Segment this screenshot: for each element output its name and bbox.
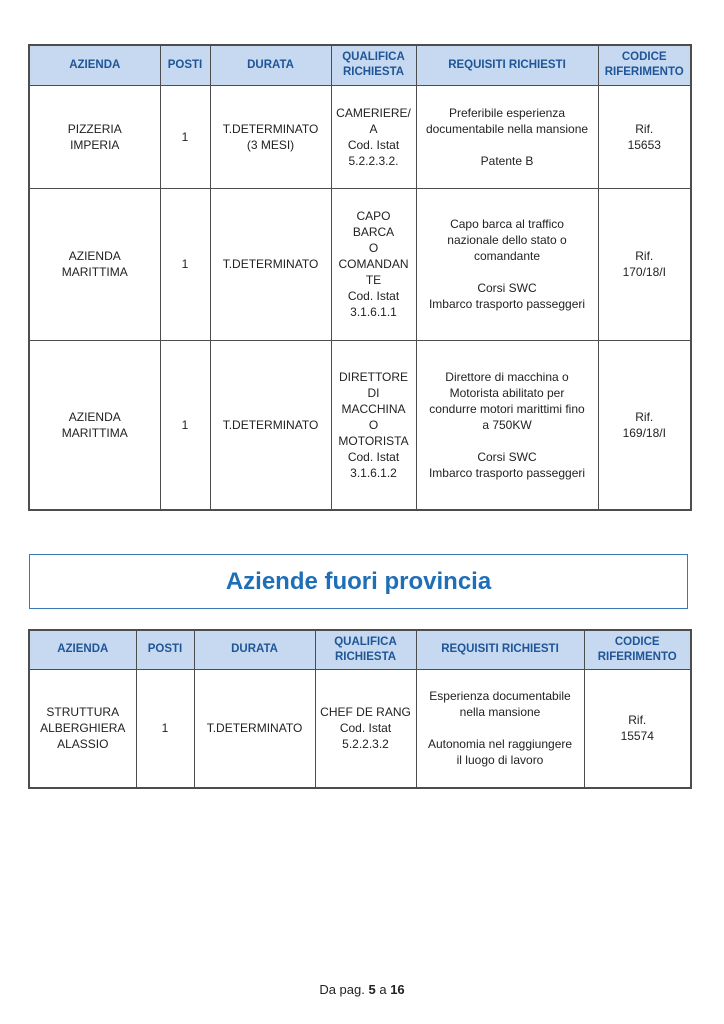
durata-cell [194, 669, 315, 788]
requisiti-line: Corsi SWC [477, 281, 537, 295]
azienda-line: PIZZERIA [67, 121, 122, 136]
qualifica-cell [331, 85, 416, 188]
azienda-line: AZIENDA [68, 409, 121, 424]
requisiti-line: Preferibile esperienza [448, 105, 566, 120]
header-codice-line1: CODICE [621, 51, 667, 64]
requisiti-line: a 750KW [482, 417, 532, 432]
requisiti-line: comandante [473, 249, 541, 263]
posti-cell: 1 [160, 188, 210, 340]
durata-line: T.DETERMINATO [222, 417, 319, 432]
qualifica-cell [315, 669, 416, 788]
header-durata: DURATA [194, 630, 315, 669]
qualifica-line: CAPO BARCA [352, 209, 395, 239]
section-banner [29, 554, 688, 609]
footer-page-number: 5 [368, 982, 376, 997]
header-azienda: AZIENDA [29, 45, 160, 85]
codice-cell [598, 340, 691, 510]
requisiti-line [420, 137, 595, 153]
requisiti-line: nazionale dello stato o [447, 233, 567, 247]
qualifica-line: 3.1.6.1.2 [350, 465, 397, 480]
header-qualifica-line1: QUALIFICA [334, 635, 397, 648]
job-table-imperia [28, 44, 692, 511]
qualifica-line: 5.2.2.3.2. [348, 153, 399, 168]
section-title: Aziende fuori provincia [225, 567, 492, 595]
requisiti-line: Esperienza documentabile [429, 689, 571, 704]
codice-line: Rif. [635, 249, 654, 263]
requisiti-line: documentabile nella mansione [425, 121, 589, 136]
azienda-cell [29, 85, 160, 188]
codice-line: Rif. [635, 409, 654, 424]
requisiti-line [420, 264, 595, 280]
durata-cell [210, 340, 331, 510]
codice-cell [584, 669, 691, 788]
requisiti-line: Capo barca al traffico [450, 217, 564, 231]
footer-separator: a [379, 982, 387, 997]
requisiti-cell [416, 188, 598, 340]
table-header-row [29, 630, 691, 669]
table-row [29, 669, 691, 788]
codice-line: Rif. [628, 713, 647, 728]
header-requisiti: REQUISITI RICHIESTI [416, 630, 584, 669]
posti-cell: 1 [160, 85, 210, 188]
qualifica-line: COMANDAN [338, 257, 409, 271]
durata-line: T.DETERMINATO [222, 257, 319, 271]
requisiti-line: Autonomia nel raggiungere [427, 737, 573, 752]
qualifica-line: Cod. Istat [347, 289, 400, 303]
azienda-line: IMPERIA [70, 137, 120, 152]
qualifica-line: O [368, 241, 379, 255]
codice-line: 15574 [620, 729, 654, 744]
qualifica-line: MACCHINA [341, 401, 406, 416]
qualifica-line: A [369, 121, 378, 136]
requisiti-line: Corsi SWC [477, 449, 537, 464]
footer-prefix: Da pag. [319, 982, 365, 997]
table-row [29, 85, 691, 188]
codice-line: 15653 [627, 137, 661, 152]
table-row [29, 188, 691, 340]
qualifica-line: CHEF DE RANG [320, 705, 411, 720]
header-codice-line1: CODICE [614, 635, 660, 648]
header-codice [598, 45, 691, 85]
requisiti-line: Direttore di macchina o [445, 369, 569, 384]
header-qualifica [315, 630, 416, 669]
durata-cell [210, 188, 331, 340]
header-qualifica-line2: RICHIESTA [334, 650, 397, 663]
codice-line: 169/18/I [622, 425, 666, 440]
qualifica-cell [331, 340, 416, 510]
qualifica-cell [331, 188, 416, 340]
requisiti-cell [416, 669, 584, 788]
azienda-cell [29, 340, 160, 510]
requisiti-line: Imbarco trasporto passeggeri [428, 297, 586, 311]
header-posti: POSTI [160, 45, 210, 85]
requisiti-line: Motorista abilitato per [449, 385, 565, 400]
table-row [29, 340, 691, 510]
requisiti-cell [416, 85, 598, 188]
qualifica-line: 5.2.2.3.2 [342, 737, 389, 752]
posti-cell: 1 [136, 669, 194, 788]
requisiti-cell [416, 340, 598, 510]
header-requisiti: REQUISITI RICHIESTI [416, 45, 598, 85]
durata-line: T.DETERMINATO [222, 121, 319, 136]
header-codice [584, 630, 691, 669]
job-table-fuori-provincia [28, 629, 692, 789]
header-qualifica [331, 45, 416, 85]
header-qualifica-line2: RICHIESTA [342, 66, 405, 79]
qualifica-line: TE [365, 273, 382, 287]
requisiti-line: il luogo di lavoro [456, 753, 544, 768]
azienda-cell [29, 188, 160, 340]
qualifica-line: DIRETTORE [338, 369, 409, 384]
header-qualifica-line1: QUALIFICA [342, 51, 405, 64]
table-header-row [29, 45, 691, 85]
azienda-line: MARITTIMA [61, 425, 128, 440]
header-codice-line2: RIFERIMENTO [597, 650, 677, 663]
azienda-line: ALBERGHIERA [40, 721, 126, 736]
qualifica-line: 3.1.6.1.1 [350, 305, 397, 319]
azienda-line: STRUTTURA [46, 705, 120, 720]
qualifica-line: Cod. Istat [347, 137, 400, 152]
azienda-line: ALASSIO [57, 737, 109, 752]
codice-line: Rif. [635, 121, 654, 136]
qualifica-line: O [368, 417, 379, 432]
header-azienda: AZIENDA [29, 630, 136, 669]
requisiti-line [420, 720, 581, 736]
durata-cell [210, 85, 331, 188]
requisiti-line [420, 433, 595, 449]
azienda-line: AZIENDA [68, 249, 121, 263]
requisiti-line: condurre motori marittimi fino [429, 401, 585, 416]
qualifica-line: DI [367, 385, 380, 400]
durata-line: (3 MESI) [246, 137, 295, 152]
footer-total-pages: 16 [390, 982, 405, 997]
codice-cell [598, 85, 691, 188]
qualifica-line: CAMERIERE/ [336, 105, 411, 120]
qualifica-line: Cod. Istat [347, 449, 400, 464]
codice-line: 170/18/I [622, 265, 666, 279]
qualifica-line: MOTORISTA [338, 433, 409, 448]
durata-line: T.DETERMINATO [206, 721, 303, 736]
header-codice-line2: RIFERIMENTO [604, 66, 684, 79]
codice-cell [598, 188, 691, 340]
header-durata: DURATA [210, 45, 331, 85]
azienda-cell [29, 669, 136, 788]
posti-cell: 1 [160, 340, 210, 510]
header-posti: POSTI [136, 630, 194, 669]
page-footer [0, 982, 724, 997]
requisiti-line: nella mansione [459, 705, 541, 720]
requisiti-line: Imbarco trasporto passeggeri [428, 465, 586, 480]
qualifica-line: Cod. Istat [339, 721, 392, 736]
requisiti-line: Patente B [480, 153, 534, 168]
azienda-line: MARITTIMA [61, 265, 128, 279]
